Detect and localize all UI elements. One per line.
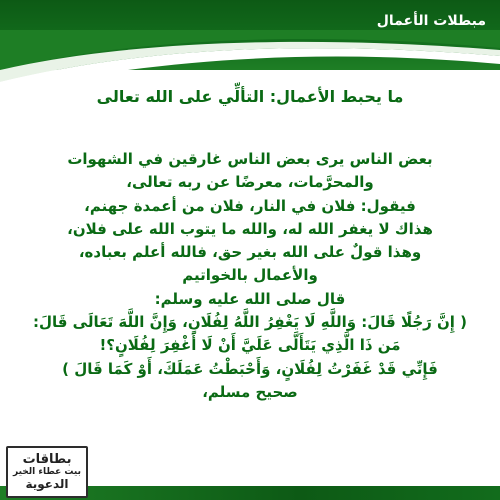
hadith-line: مَن ذَا الَّذِي يَتَأَلَّى عَلَيَّ أَنْ لَا أَغْفِرَ لِفُلَانٍ؟! [99,336,401,355]
text-line: بعض الناس يرى بعض الناس غارقين في الشهوات [67,150,433,168]
text-line: فيقول: فلان في النار، فلان من أعمدة جهنم، [84,196,416,215]
hadith-line: ( إِنَّ رَجُلًا قَالَ: وَاللَّهِ لَا يَغْفِرُ اللَّهُ لِفُلَانٍ، وَإِنَّ اللَّهَ تَعَالَى قَالَ: [32,313,468,332]
card-title: مبطلات الأعمال [376,13,486,29]
main-heading: ما يحبط الأعمال: التألِّي على الله تعالى [96,87,404,106]
logo-line: الدعوية [25,477,69,491]
logo-line: بطاقات [22,452,72,467]
text-line: وهذا قولٌ على الله بغير حق، فالله أعلم بعباده، [78,243,422,262]
text-line: والمحرَّمات، معرضًا عن ربه تعالى، [126,173,374,192]
text-line: قال صلى الله عليه وسلم: [154,289,346,308]
text-line: والأعمال بالخواتيم [182,266,318,285]
logo-line: بيت عطاء الخير [13,467,81,477]
text-line: هذاك لا يغفر الله له، والله ما يتوب الله على فلان، [67,219,433,238]
body-text [22,148,478,404]
hadith-line: فَإِنِّي قَدْ غَفَرْتُ لِفُلَانٍ، وَأَحْبَطْتُ عَمَلَكَ، أَوْ كَمَا قَالَ ) [62,359,438,378]
publisher-logo [6,446,88,498]
source-line: صحيح مسلم، [202,382,298,401]
